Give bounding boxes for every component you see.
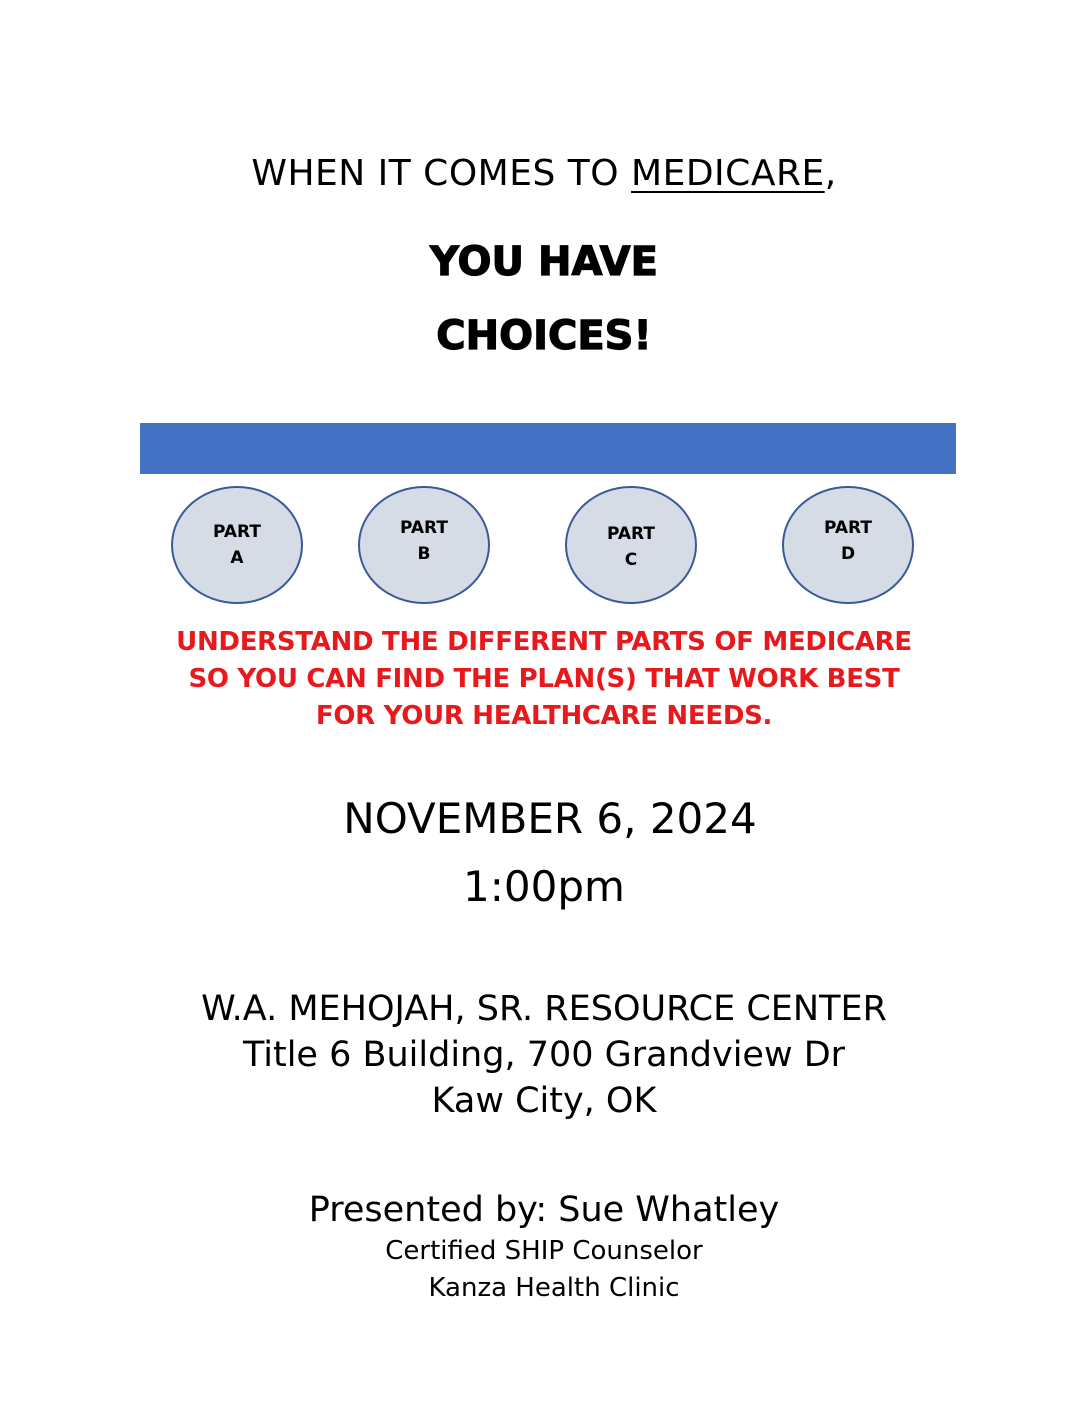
part-d-circle — [782, 486, 914, 604]
part-c-circle — [565, 486, 697, 604]
venue-address: Title 6 Building, 700 Grandview Dr — [242, 1035, 846, 1075]
venue-name: W.A. MEHOJAH, SR. RESOURCE CENTER — [201, 989, 887, 1029]
part-a-label: PART — [213, 522, 261, 542]
part-d-letter: D — [840, 544, 856, 564]
presenter-organization: Kanza Health Clinic — [428, 1273, 680, 1303]
tagline-line-3: FOR YOUR HEALTHCARE NEEDS. — [315, 701, 773, 731]
medicare-keyword: MEDICARE — [631, 153, 825, 194]
intro-line — [0, 150, 1088, 198]
presenter-credential: Certified SHIP Counselor — [385, 1236, 703, 1266]
part-d-label: PART — [824, 518, 872, 538]
tagline — [0, 624, 1088, 735]
part-b-circle — [358, 486, 490, 604]
intro-text: WHEN IT COMES TO — [251, 153, 632, 194]
part-c-label: PART — [607, 524, 655, 544]
event-time: 1:00pm — [463, 862, 625, 911]
intro-punct: , — [824, 153, 837, 194]
headline-line-1: YOU HAVE — [430, 239, 658, 285]
tagline-line-1: UNDERSTAND THE DIFFERENT PARTS OF MEDICARE — [176, 627, 912, 657]
part-c-letter: C — [624, 550, 638, 570]
blue-banner-bar — [140, 423, 956, 474]
tagline-line-2: SO YOU CAN FIND THE PLAN(S) THAT WORK BEST — [188, 664, 900, 694]
presenter-line: Presented by: Sue Whatley — [308, 1190, 780, 1230]
part-b-letter: B — [417, 544, 431, 564]
venue-city: Kaw City, OK — [431, 1081, 657, 1121]
event-date: NOVEMBER 6, 2024 — [343, 794, 757, 843]
headline-line-2: CHOICES! — [436, 313, 652, 359]
part-a-circle — [171, 486, 303, 604]
part-a-letter: A — [230, 548, 244, 568]
part-b-label: PART — [400, 518, 448, 538]
venue-block — [0, 986, 1088, 1124]
